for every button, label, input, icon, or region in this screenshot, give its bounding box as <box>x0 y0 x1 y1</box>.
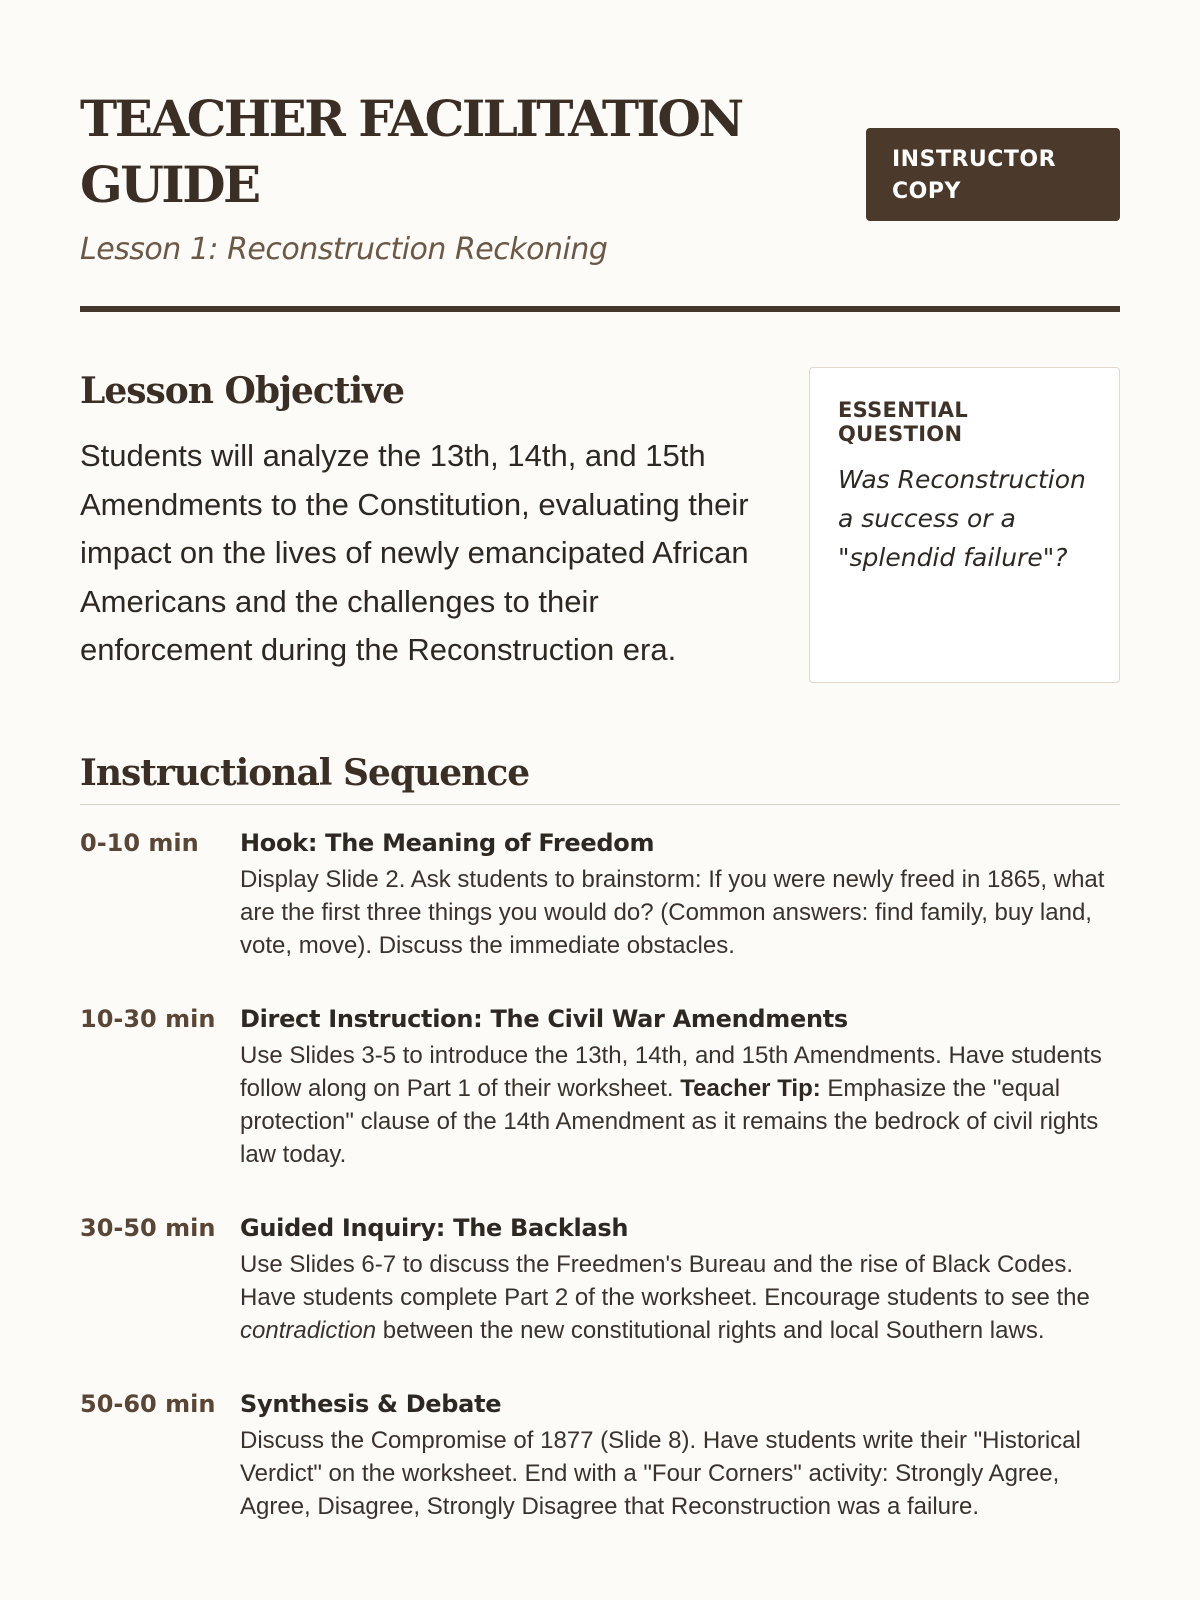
sequence-description: Display Slide 2. Ask students to brainstorm: If you were newly freed in 1865, what are the first three things you would do? (Common answers: find family, buy land, vote, move). Discuss the immediate obstacles. <box>240 866 1105 959</box>
sequence-time: 50-60 min <box>80 1390 216 1418</box>
sequence-description <box>240 1248 1120 1347</box>
sequence-title: Hook: The Meaning of Freedom <box>240 829 655 857</box>
sequence-description-text: Use Slides 6-7 to discuss the Freedmen's Bureau and the rise of Black Codes. Have students complete Part 2 of the worksheet. Encourage students to see the <box>240 1251 1090 1311</box>
sequence-time: 0-10 min <box>80 829 199 857</box>
sequence-body <box>240 1005 1120 1171</box>
sequence-time: 30-50 min <box>80 1214 216 1242</box>
sequence-body <box>240 829 1120 962</box>
essential-question-label: ESSENTIAL QUESTION <box>838 398 969 446</box>
sequence-description: Discuss the Compromise of 1877 (Slide 8). Have students write their "Historical Verdict" on the worksheet. End with a "Four Corners" activity: Strongly Agree, Agree, Disagree, Strongly Disagree that Reconstruction was a failure. <box>240 1427 1081 1520</box>
sequence-description-text: Use Slides 3-5 to introduce the 13th, 14th, and 15th Amendments. Have students follow along on Part 1 of their worksheet. <box>240 1042 1102 1102</box>
instructor-copy-badge: INSTRUCTOR COPY <box>866 128 1120 221</box>
sequence-time: 10-30 min <box>80 1005 216 1033</box>
instructional-sequence-section <box>80 752 1120 1520</box>
sequence-title: Guided Inquiry: The Backlash <box>240 1214 629 1242</box>
page-title: TEACHER FACILITATION GUIDE <box>80 89 742 214</box>
sequence-body <box>240 1390 1120 1523</box>
essential-question-card <box>809 367 1120 683</box>
lesson-subtitle: Lesson 1: Reconstruction Reckoning <box>80 232 608 267</box>
sequence-description <box>240 1039 1120 1171</box>
guide-header <box>80 86 1120 267</box>
essential-question-text: Was Reconstruction a success or a "splendid failure"? <box>838 465 1086 572</box>
sequence-title: Direct Instruction: The Civil War Amendments <box>240 1005 848 1033</box>
sequence-description-text: between the new constitutional rights and local Southern laws. <box>376 1317 1045 1344</box>
header-divider <box>80 306 1120 312</box>
teacher-tip-label: Teacher Tip: <box>680 1075 821 1102</box>
emphasized-term: contradiction <box>240 1317 377 1344</box>
sequence-title: Synthesis & Debate <box>240 1390 502 1418</box>
instructional-sequence-heading: Instructional Sequence <box>80 752 530 794</box>
sequence-body <box>240 1214 1120 1347</box>
sequence-description-text: Emphasize the "equal protection" clause of the 14th Amendment as it remains the bedrock of civil rights law today. <box>240 1075 1099 1168</box>
lesson-objective-heading: Lesson Objective <box>80 370 404 412</box>
lesson-objective-text: Students will analyze the 13th, 14th, and 15th Amendments to the Constitution, evaluating their impact on the lives of newly emancipated African Americans and the challenges to their enforcement during the Reconstruction era. <box>80 438 749 667</box>
sequence-divider <box>80 804 1120 805</box>
lesson-objective-section <box>80 370 760 675</box>
